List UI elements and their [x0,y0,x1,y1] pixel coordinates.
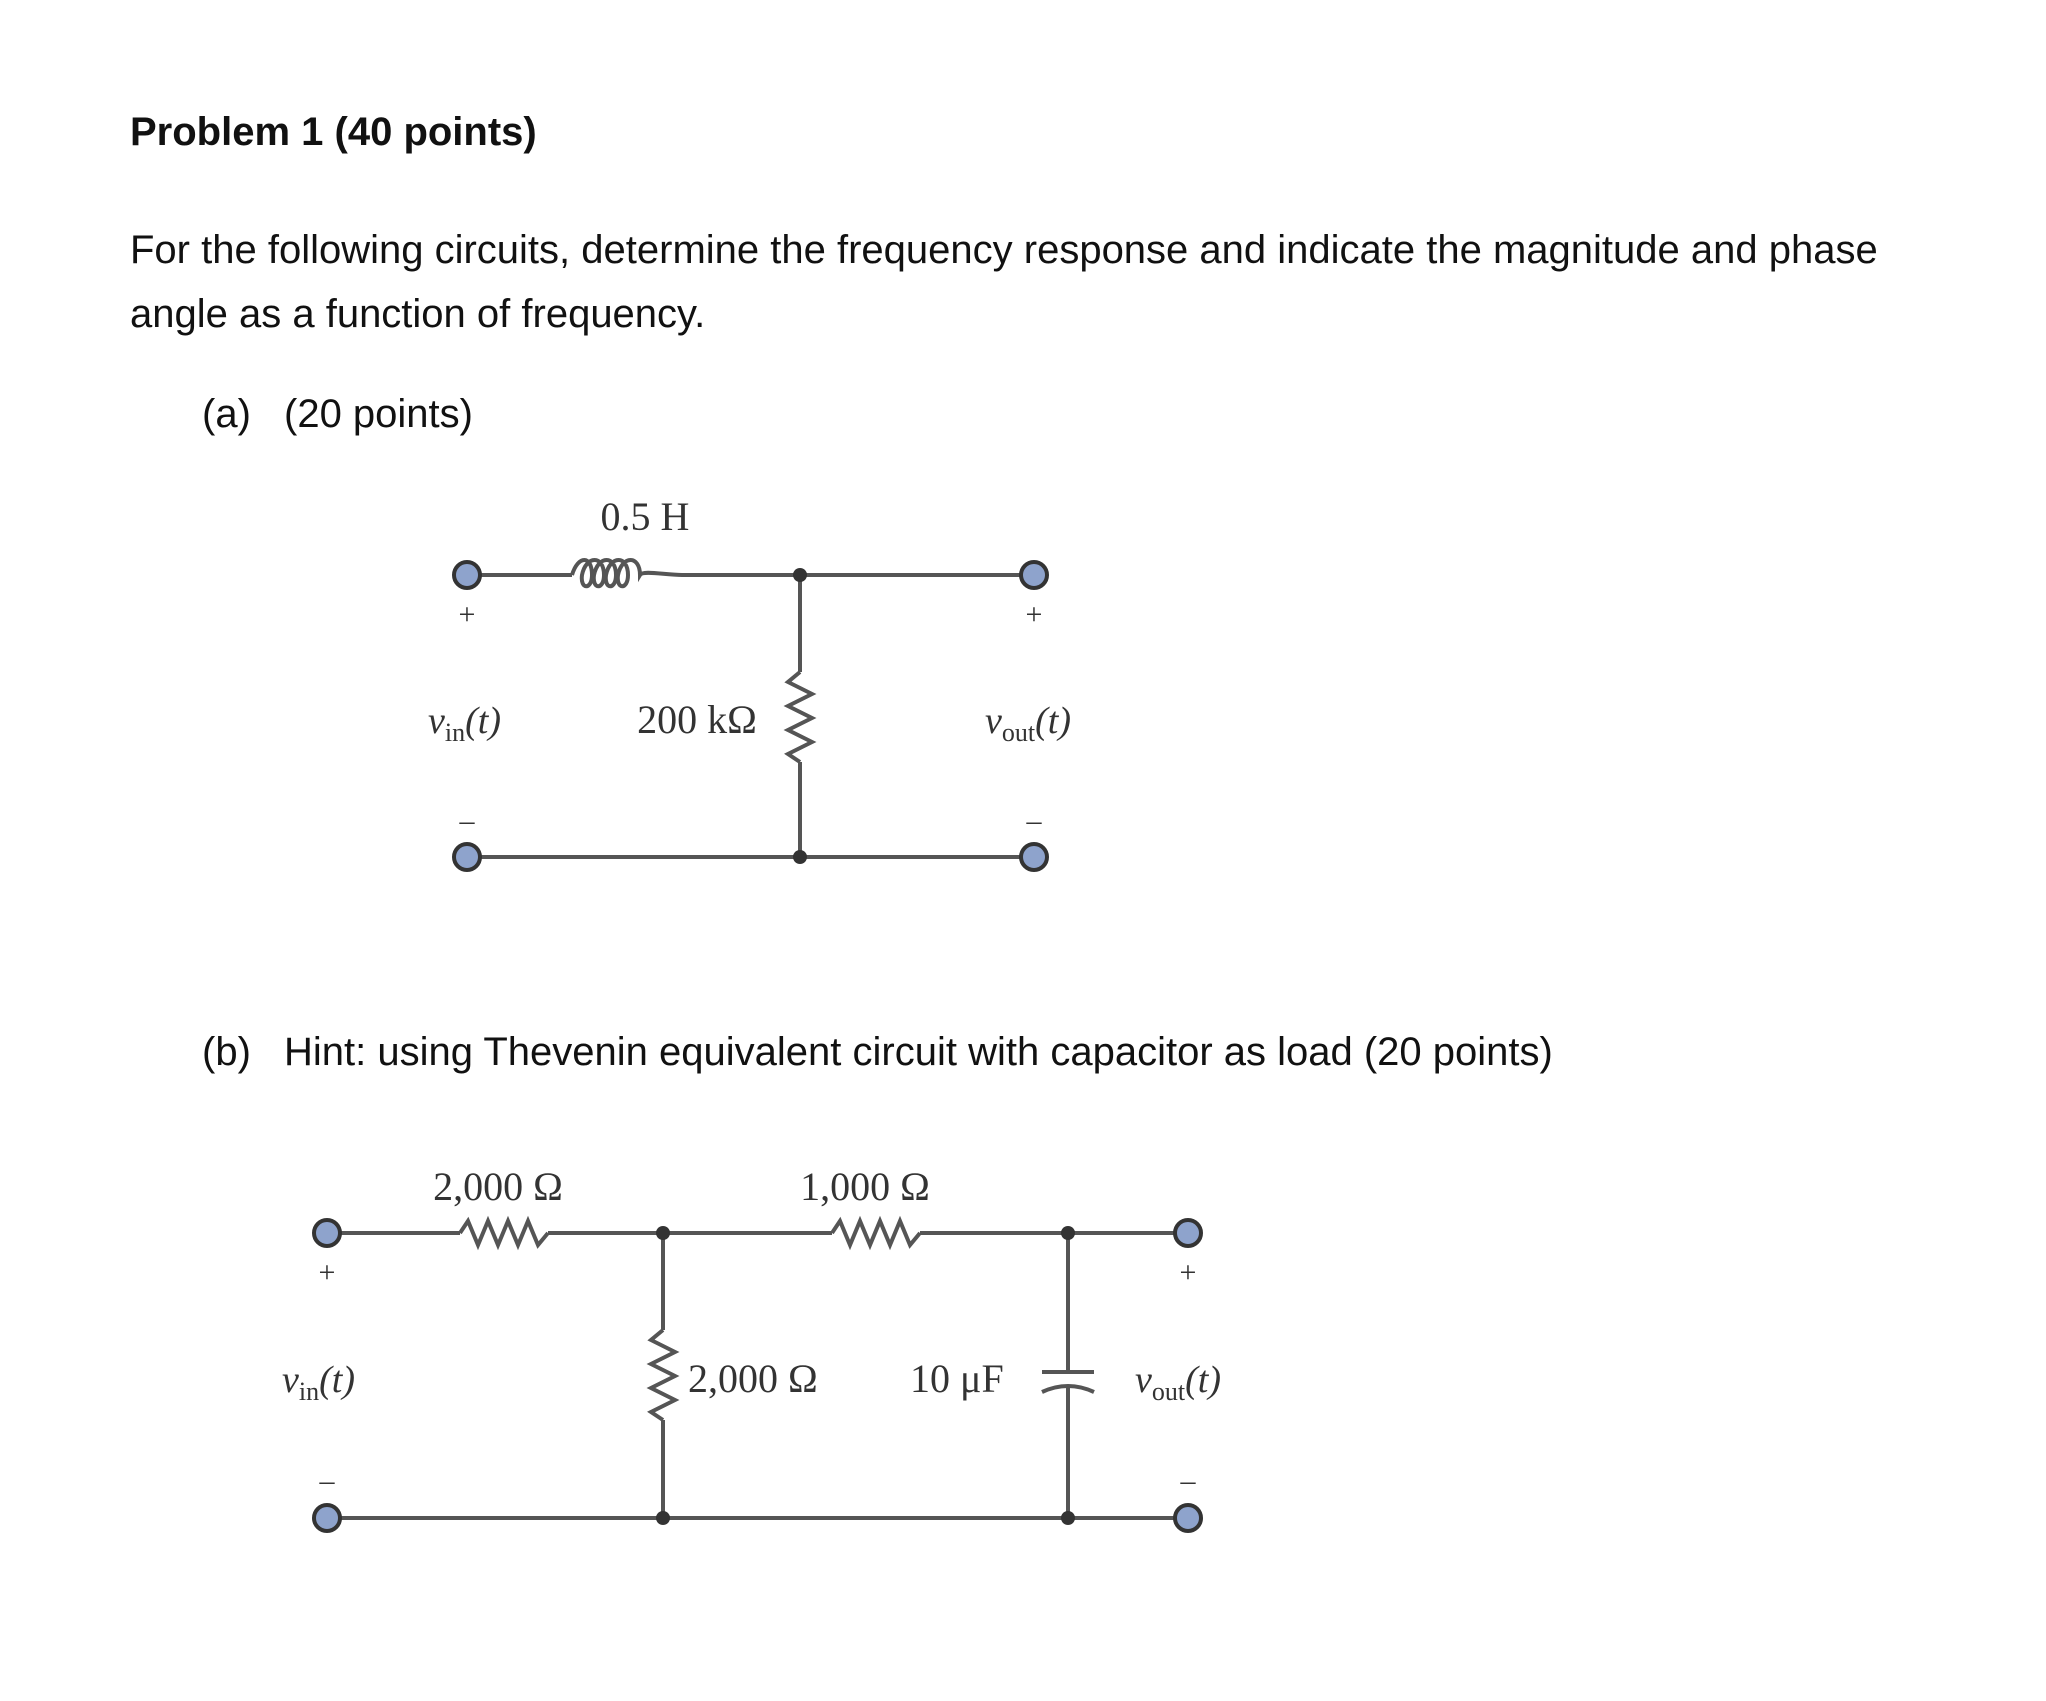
part-a-tag: (a) [202,392,251,436]
output-minus-sign: – [1026,804,1042,837]
part-a-text: (20 points) [284,392,473,436]
output-plus-sign: + [1025,598,1043,631]
junction-node [1061,1226,1075,1240]
output-terminal-negative [1175,1505,1201,1531]
problem-instructions: For the following circuits, determine the frequency response and indicate the magnitude and phase angle as a function of frequency. [130,228,1878,336]
input-plus-sign: + [458,598,476,631]
resistor-label: 200 kΩ [637,697,757,742]
junction-node [656,1511,670,1525]
part-b-text: Hint: using Thevenin equivalent circuit with capacitor as load (20 points) [284,1030,1553,1074]
vin-label: $v_{in}(t)$ [428,700,501,747]
input-terminal-positive [314,1220,340,1246]
input-plus-sign: + [318,1256,336,1289]
resistor-r1-label: 2,000 Ω [433,1164,563,1209]
output-plus-sign: + [1179,1256,1197,1289]
inductor-label: 0.5 H [600,494,690,539]
problem-title: Problem 1 (40 points) [130,110,537,154]
input-minus-sign: – [459,804,475,837]
output-minus-sign: – [1180,1464,1196,1497]
output-terminal-positive [1175,1220,1201,1246]
input-terminal-negative [314,1505,340,1531]
resistor-r3-label: 2,000 Ω [688,1356,818,1401]
vout-label: $v_{out}(t)$ [1135,1359,1221,1406]
resistor-r3-symbol [651,1330,675,1420]
junction-node [656,1226,670,1240]
vout-label: $v_{out}(t)$ [985,700,1071,747]
part-b-tag: (b) [202,1030,251,1074]
resistor-r1-symbol [460,1221,548,1245]
junction-node [1061,1511,1075,1525]
input-minus-sign: – [319,1464,335,1497]
capacitor-label: 10 μF [910,1356,1004,1401]
vin-label: $v_{in}(t)$ [282,1359,355,1406]
resistor-r2-symbol [832,1221,920,1245]
resistor-r2-label: 1,000 Ω [800,1164,930,1209]
